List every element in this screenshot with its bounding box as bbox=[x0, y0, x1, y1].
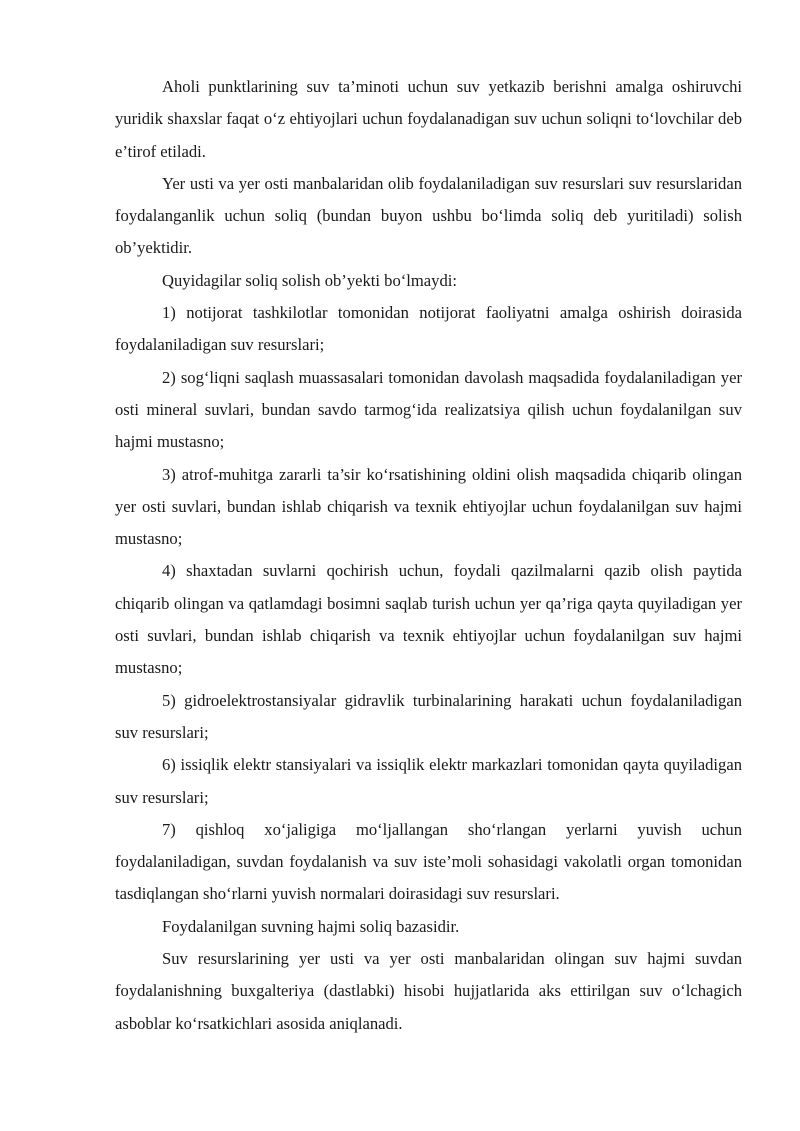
paragraph-tax-base: Foydalanilgan suvning hajmi soliq bazasidir. bbox=[162, 916, 460, 936]
paragraph-volume-determination: Suv resurslarining yer usti va yer osti manbalaridan olingan suv hajmi suvdan foydalanishning buxgalteriya (dastlabki) hisobi hujjatlarida aks ettirilgan suv o‘lchagich asboblar ko‘rsatkichlari asosida aniqlanadi. bbox=[115, 949, 742, 1033]
paragraph-tax-object: Yer usti va yer osti manbalaridan olib foydalaniladigan suv resurslari suv resurslaridan foydalanganlik uchun soliq (bundan buyon ushbu bo‘limda soliq deb yuritiladi) solish ob’yektidir. bbox=[115, 173, 742, 258]
paragraph-exemptions-intro: Quyidagilar soliq solish ob’yekti bo‘lmaydi: bbox=[162, 270, 457, 290]
list-item-exemption-4: 4) shaxtadan suvlarni qochirish uchun, foydali qazilmalarni qazib olish paytida chiqarib olingan va qatlamdagi bosimni saqlab turish uchun yer qa’riga qayta quyiladigan yer osti suvlari, bundan ishlab chiqarish va texnik ehtiyojlar uchun foydalanilgan suv hajmi mustasno; bbox=[115, 561, 742, 678]
list-item-exemption-2: 2) sog‘liqni saqlash muassasalari tomonidan davolash maqsadida foydalaniladigan yer osti mineral suvlari, bundan savdo tarmog‘ida realizatsiya qilish uchun foydalanilgan suv hajmi mustasno; bbox=[115, 367, 742, 452]
document-body bbox=[115, 71, 742, 1040]
list-item-exemption-3: 3) atrof-muhitga zararli ta’sir ko‘rsatishining oldini olish maqsadida chiqarib olingan yer osti suvlari, bundan ishlab chiqarish va texnik ehtiyojlar uchun foydalanilgan suv hajmi mustasno; bbox=[115, 464, 742, 549]
list-item-exemption-1: 1) notijorat tashkilotlar tomonidan notijorat faoliyatni amalga oshirish doirasida foydalaniladigan suv resurslari; bbox=[115, 303, 742, 355]
paragraph-taxpayers: Aholi punktlarining suv ta’minoti uchun suv yetkazib berishni amalga oshiruvchi yuridik shaxslar faqat o‘z ehtiyojlari uchun foydalanadigan suv uchun soliqni to‘lovchilar deb e’tirof etiladi. bbox=[115, 77, 742, 161]
list-item-exemption-7: 7) qishloq xo‘jaligiga mo‘ljallangan sho‘rlangan yerlarni yuvish uchun foydalaniladigan, suvdan foydalanish va suv iste’moli sohasidagi vakolatli organ tomonidan tasdiqlangan sho‘rlarni yuvish normalari doirasidagi suv resurslari. bbox=[115, 819, 742, 904]
list-item-exemption-5: 5) gidroelektrostansiyalar gidravlik turbinalarining harakati uchun foydalaniladigan suv resurslari; bbox=[115, 690, 742, 742]
list-item-exemption-6: 6) issiqlik elektr stansiyalari va issiqlik elektr markazlari tomonidan qayta quyiladigan suv resurslari; bbox=[115, 755, 742, 807]
